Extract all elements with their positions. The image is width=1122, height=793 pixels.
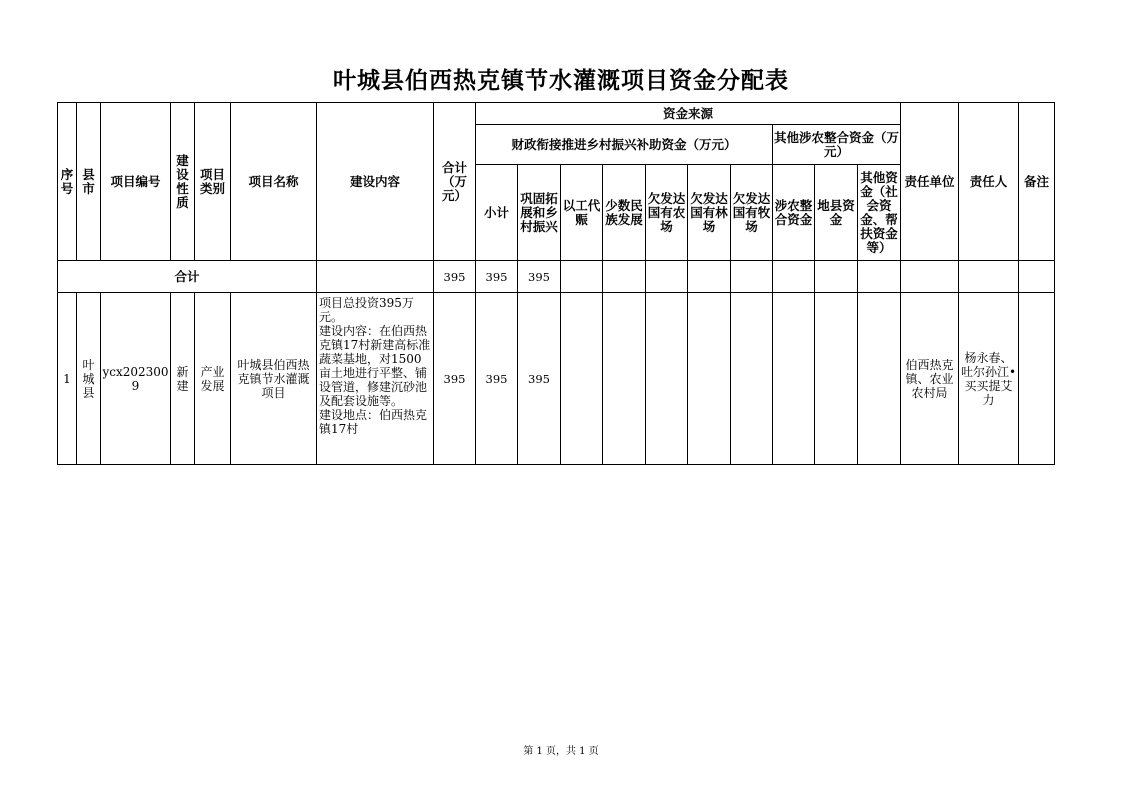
row-agri-integrate [773, 293, 815, 465]
header-local-fund: 地县资金 [815, 165, 858, 261]
total-responsible-unit [901, 261, 959, 293]
row-subtotal: 395 [476, 293, 518, 465]
header-seq: 序号 [58, 103, 77, 261]
total-amount: 395 [434, 261, 476, 293]
row-other-fund [858, 293, 901, 465]
total-minority [603, 261, 646, 293]
row-county: 叶城县 [77, 293, 101, 465]
header-consolidate: 巩固拓展和乡村振兴 [518, 165, 561, 261]
build-content-scope: 建设内容：在伯西热克镇17村新建高标准蔬菜基地，对1500亩土地进行平整、铺设管道，修建沉砂池及配套设施等。 [319, 324, 431, 408]
total-remark [1019, 261, 1055, 293]
row-project-code: ycx2023009 [101, 293, 171, 465]
row-farm [646, 293, 688, 465]
row-ranch [731, 293, 773, 465]
row-project-name: 叶城县伯西热克镇节水灌溉项目 [231, 293, 317, 465]
build-content-location: 建设地点：伯西热克镇17村 [319, 408, 428, 436]
total-farm [646, 261, 688, 293]
total-build-content [317, 261, 434, 293]
total-agri-integrate [773, 261, 815, 293]
page-title: 叶城县伯西热克镇节水灌溉项目资金分配表 [333, 67, 789, 94]
header-project-type: 项目类别 [195, 103, 231, 261]
total-work-relief [561, 261, 603, 293]
total-subtotal: 395 [476, 261, 518, 293]
total-ranch [731, 261, 773, 293]
row-total: 395 [434, 293, 476, 465]
total-label: 合计 [58, 261, 317, 293]
row-consolidate: 395 [518, 293, 561, 465]
header-responsible-person: 责任人 [959, 103, 1019, 261]
row-work-relief [561, 293, 603, 465]
header-project-name: 项目名称 [231, 103, 317, 261]
total-responsible-person [959, 261, 1019, 293]
header-fiscal-group: 财政衔接推进乡村振兴补助资金（万元） [476, 125, 773, 165]
header-responsible-unit: 责任单位 [901, 103, 959, 261]
row-build-nature: 新建 [171, 293, 195, 465]
header-other-group: 其他涉农整合资金（万元） [773, 125, 901, 165]
header-build-content: 建设内容 [317, 103, 434, 261]
row-project-type: 产业发展 [195, 293, 231, 465]
row-build-content [317, 293, 434, 465]
total-row [58, 261, 1055, 293]
header-minority: 少数民族发展 [603, 165, 646, 261]
row-minority [603, 293, 646, 465]
header-agri-integrate: 涉农整合资金 [773, 165, 815, 261]
row-responsible-unit: 伯西热克镇、农业农村局 [901, 293, 959, 465]
row-remark [1019, 293, 1055, 465]
total-consolidate: 395 [518, 261, 561, 293]
total-other-fund [858, 261, 901, 293]
row-responsible-person: 杨永春、吐尔孙江•买买提艾力 [959, 293, 1019, 465]
total-local-fund [815, 261, 858, 293]
header-fund-source: 资金来源 [476, 103, 901, 125]
fund-allocation-table [57, 102, 1055, 465]
header-build-nature: 建设性质 [171, 103, 195, 261]
header-remark: 备注 [1019, 103, 1055, 261]
header-forest: 欠发达国有林场 [688, 165, 731, 261]
table-row [58, 293, 1055, 465]
total-forest [688, 261, 731, 293]
header-ranch: 欠发达国有牧场 [731, 165, 773, 261]
row-local-fund [815, 293, 858, 465]
header-other-fund: 其他资金（社会资金、帮扶资金等） [858, 165, 901, 261]
row-seq: 1 [58, 293, 77, 465]
build-content-investment: 项目总投资395万元。 [319, 296, 414, 324]
row-forest [688, 293, 731, 465]
page-footer: 第 1 页，共 1 页 [523, 746, 599, 757]
header-project-code: 项目编号 [101, 103, 171, 261]
header-total: 合计（万元） [434, 103, 476, 261]
header-subtotal: 小计 [476, 165, 518, 261]
header-farm: 欠发达国有农场 [646, 165, 688, 261]
header-county: 县市 [77, 103, 101, 261]
header-work-relief: 以工代赈 [561, 165, 603, 261]
